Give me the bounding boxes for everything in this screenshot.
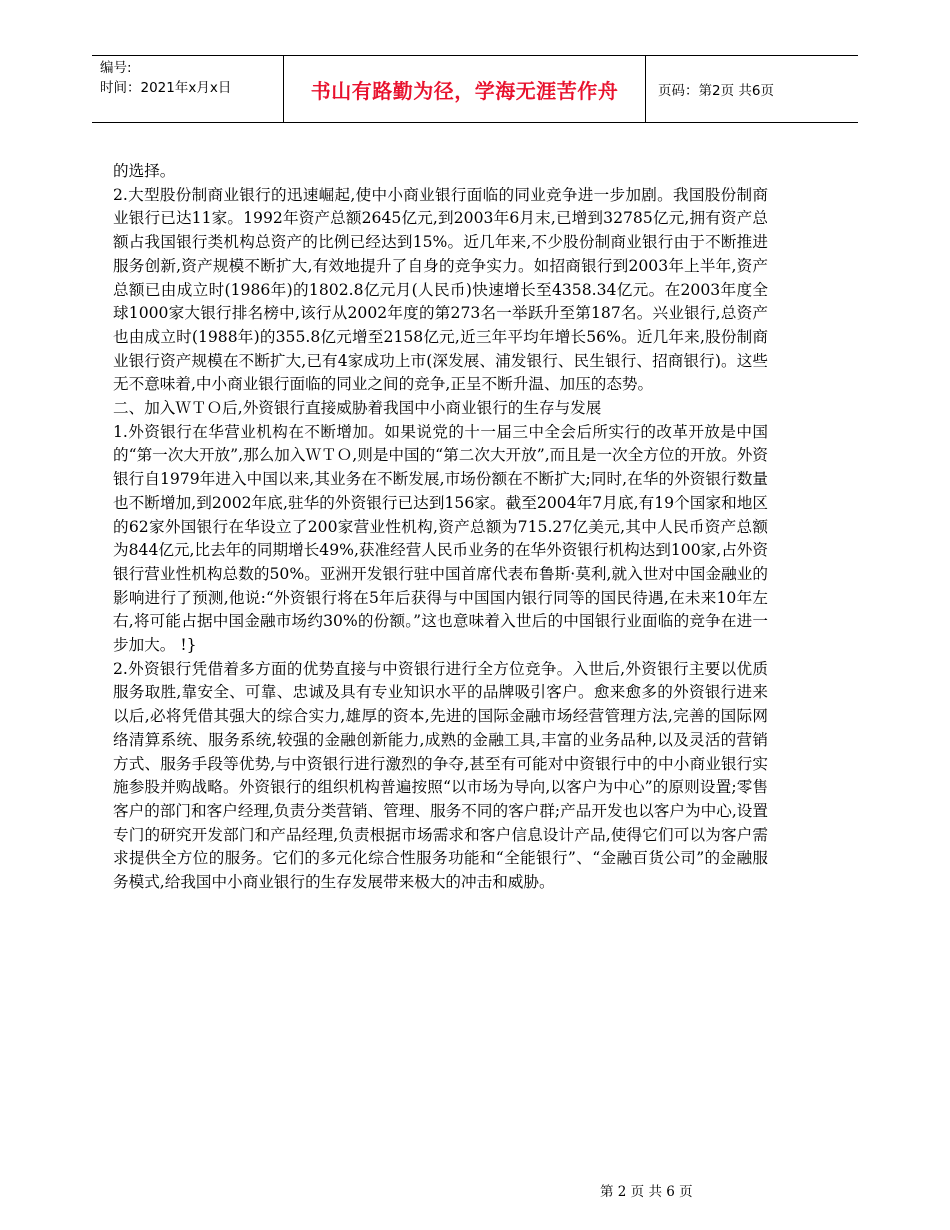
page-footer: 第 2 页 共 6 页 — [600, 1184, 693, 1200]
code-label: 编号: — [100, 60, 132, 76]
paragraph: 2.大型股份制商业银行的迅速崛起,使中小商业银行面临的同业竞争进一步加剧。我国股份制商业银行已达11家。1992年资产总额2645亿元,到2003年6月末,已增到32785亿元,拥有资产总额占我国银行类机构总资产的比例已经达到15%。近几年来,不少股份制商业银行由于不断推进服务创新,资产规模不断扩大,有效地提升了自身的竞争实力。如招商银行到2003年上半年,资产总额已由成立时(1986年)的1802.8亿元月(人民币)快速增长至4358.34亿元。在2003年度全球1000家大银行排名榜中,该行从2002年度的第273名一举跃升至第187名。兴业银行,总资产也由成立时(1988年)的355.8亿元增至2158亿元,近三年平均年增长56%。近几年来,股份制商业银行资产规模在不断扩大,已有4家成功上市(深发展、浦发银行、民生银行、招商银行)。这些无不意味着,中小商业银行面临的同业之间的竞争,正呈不断升温、加压的态势。 — [113, 185, 768, 394]
header-motto: 书山有路勤为径，学海无涯苦作舟 — [284, 56, 646, 122]
document-body — [113, 160, 768, 895]
paragraph: 2.外资银行凭借着多方面的优势直接与中资银行进行全方位竞争。入世后,外资银行主要以优质服务取胜,靠安全、可靠、忠诚及具有专业知识水平的品牌吸引客户。愈来愈多的外资银行进来以后,必将凭借其强大的综合实力,雄厚的资本,先进的国际金融市场经营管理方法,完善的国际网络清算系统、服务系统,较强的金融创新能力,成熟的金融工具,丰富的业务品种,以及灵活的营销方式、服务手段等优势,与中资银行进行激烈的争夺,甚至有可能对中资银行中的中小商业银行实施参股并购战略。外资银行的组织机构普遍按照“以市场为导向,以客户为中心”的原则设置;零售客户的部门和客户经理,负责分类营销、管理、服务不同的客户群;产品开发也以客户为中心,设置专门的研究开发部门和产品经理,负责根据市场需求和客户信息设计产品,使得它们可以为客户需求提供全方位的服务。它们的多元化综合性服务功能和“全能银行”、“金融百货公司”的金融服务模式,给我国中小商业银行的生存发展带来极大的冲击和威胁。 — [113, 659, 768, 892]
header-meta — [92, 56, 284, 122]
paragraph: 1.外资银行在华营业机构在不断增加。如果说党的十一届三中全会后所实行的改革开放是中国的“第一次大开放”,那么加入ＷＴＯ,则是中国的“第二次大开放”,而且是一次全方位的开放。外资银行自1979年进入中国以来,其业务在不断发展,市场份额在不断扩大;同时,在华的外资银行数量也不断增加,到2002年底,驻华的外资银行已达到156家。截至2004年7月底,有19个国家和地区的62家外国银行在华设立了200家营业性机构,资产总额为715.27亿美元,其中人民币资产总额为844亿元,比去年的同期增长49%,获准经营人民币业务的在华外资银行机构达到100家,占外资银行营业性机构总数的50%。亚洲开发银行驻中国首席代表布鲁斯·莫利,就入世对中国金融业的影响进行了预测,他说:“外资银行将在5年后获得与中国国内银行同等的国民待遇,在未来10年左右,将可能占据中国金融市场约30%的份额。”这也意味着入世后的中国银行业面临的竞争在进一步加大。 !} — [113, 422, 768, 655]
header-page-info: 页码：第2页 共6页 — [658, 83, 774, 99]
time-label: 时间：2021年x月x日 — [100, 80, 232, 96]
paragraph: 二、加入ＷＴＯ后,外资银行直接威胁着我国中小商业银行的生存与发展 — [113, 399, 602, 418]
page-header — [92, 55, 858, 123]
paragraph: 的选择。 — [113, 162, 176, 180]
